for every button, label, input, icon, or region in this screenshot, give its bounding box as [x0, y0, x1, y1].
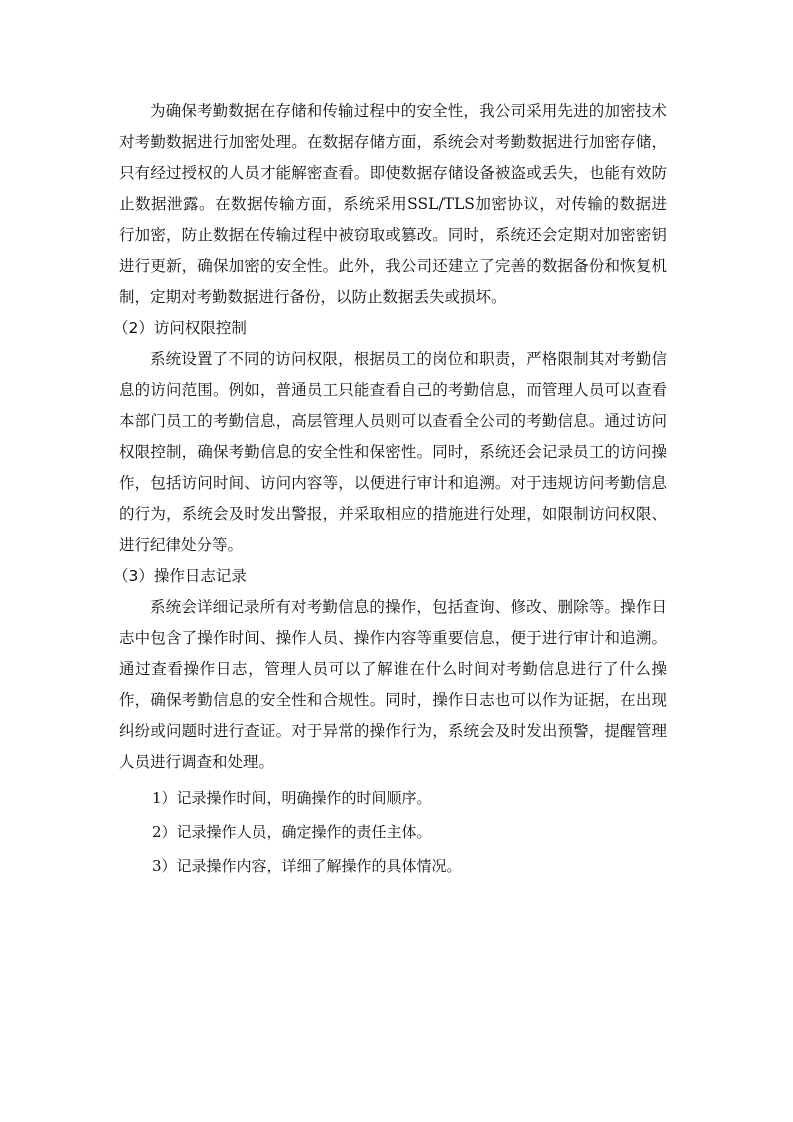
paragraph-access-control: 系统设置了不同的访问权限，根据员工的岗位和职责，严格限制其对考勤信息的访问范围。例如，普通员工只能查看自己的考勤信息，而管理人员可以查看本部门员工的考勤信息，高层管理人员则可以查看全公司的考勤信息。通过访问权限控制，确保考勤信息的安全性和保密性。同时，系统还会记录员工的访问操作，包括访问时间、访问内容等，以便进行审计和追溯。对于违规访问考勤信息的行为，系统会及时发出警报，并采取相应的措施进行处理，如限制访问权限、进行纪律处分等。 [119, 350, 667, 554]
operation-log-list [119, 781, 667, 883]
list-item: 2）记录操作人员，确定操作的责任主体。 [152, 823, 432, 841]
list-item: 3）记录操作内容，详细了解操作的具体情况。 [152, 857, 462, 875]
section-heading-operation-log: （3）操作日志记录 [113, 567, 247, 585]
document-body [113, 96, 667, 883]
list-item: 1）记录操作时间，明确操作的时间顺序。 [152, 789, 432, 807]
paragraph-encryption: 为确保考勤数据在存储和传输过程中的安全性，我公司采用先进的加密技术对考勤数据进行加密处理。在数据存储方面，系统会对考勤数据进行加密存储，只有经过授权的人员才能解密查看。即使数据存储设备被盗或丢失，也能有效防止数据泄露。在数据传输方面，系统采用SSL/TLS加密协议，对传输的数据进行加密，防止数据在传输过程中被窃取或篡改。同时，系统还会定期对加密密钥进行更新，确保加密的安全性。此外，我公司还建立了完善的数据备份和恢复机制，定期对考勤数据进行备份，以防止数据丢失或损坏。 [119, 102, 667, 306]
section-heading-access-control: （2）访问权限控制 [113, 319, 247, 337]
paragraph-operation-log: 系统会详细记录所有对考勤信息的操作，包括查询、修改、删除等。操作日志中包含了操作时间、操作人员、操作内容等重要信息，便于进行审计和追溯。通过查看操作日志，管理人员可以了解谁在什么时间对考勤信息进行了什么操作，确保考勤信息的安全性和合规性。同时，操作日志也可以作为证据，在出现纠纷或问题时进行查证。对于异常的操作行为，系统会及时发出预警，提醒管理人员进行调查和处理。 [119, 598, 667, 771]
